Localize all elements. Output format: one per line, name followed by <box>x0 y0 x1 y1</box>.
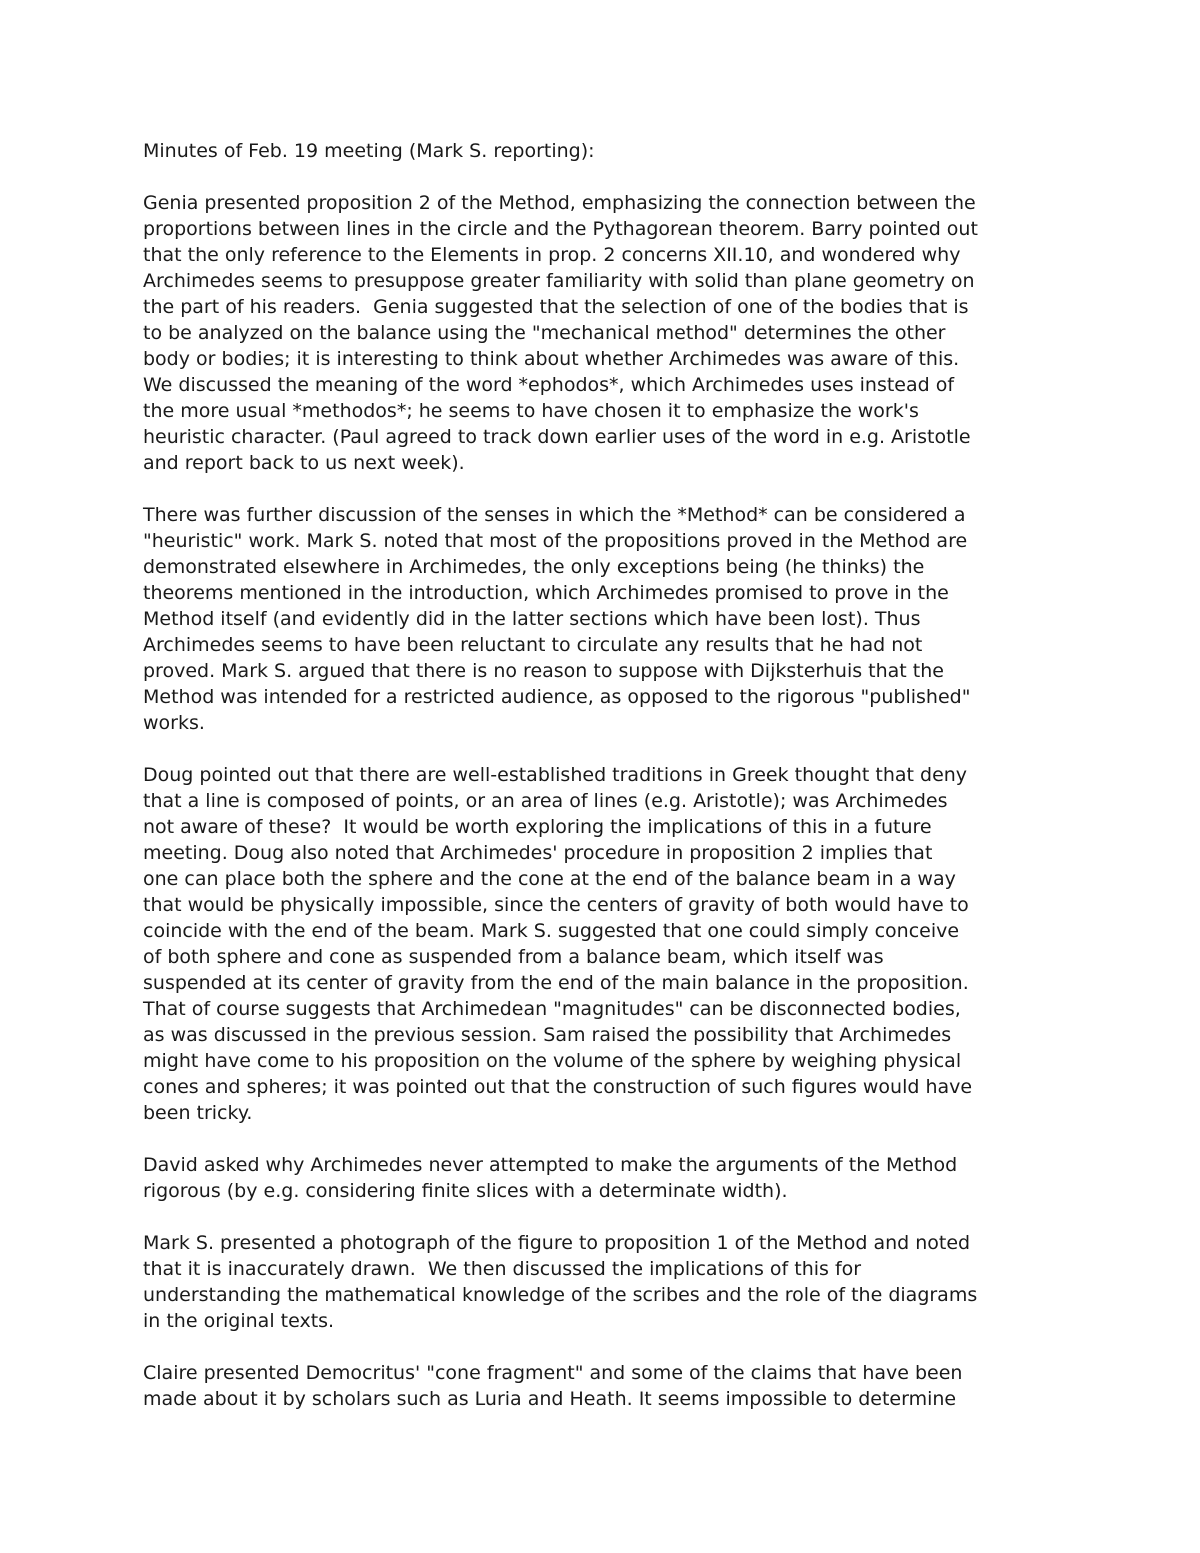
text-line: of both sphere and cone as suspended from a balance beam, which itself was <box>143 946 884 968</box>
document-title: Minutes of Feb. 19 meeting (Mark S. reporting): <box>143 140 595 162</box>
text-line: the part of his readers. Genia suggested that the selection of one of the bodies that is <box>143 296 969 318</box>
text-line: proved. Mark S. argued that there is no reason to suppose with Dijksterhuis that the <box>143 660 944 682</box>
paragraph <box>143 1230 1200 1334</box>
text-line: demonstrated elsewhere in Archimedes, the only exceptions being (he thinks) the <box>143 556 925 578</box>
text-line: theorems mentioned in the introduction, which Archimedes promised to prove in the <box>143 582 949 604</box>
text-line: one can place both the sphere and the cone at the end of the balance beam in a way <box>143 868 956 890</box>
text-line: "heuristic" work. Mark S. noted that most of the propositions proved in the Method are <box>143 530 968 552</box>
text-line: meeting. Doug also noted that Archimedes' procedure in proposition 2 implies that <box>143 842 933 864</box>
paragraph <box>143 1360 1200 1412</box>
document-body <box>143 190 1200 1412</box>
text-line: and report back to us next week). <box>143 452 465 474</box>
text-line: Archimedes seems to have been reluctant to circulate any results that he had not <box>143 634 923 656</box>
text-line: Doug pointed out that there are well-established traditions in Greek thought that deny <box>143 764 968 786</box>
text-line: Archimedes seems to presuppose greater familiarity with solid than plane geometry on <box>143 270 975 292</box>
text-line: in the original texts. <box>143 1310 335 1332</box>
text-line: David asked why Archimedes never attempted to make the arguments of the Method <box>143 1154 958 1176</box>
text-line: Method itself (and evidently did in the latter sections which have been lost). Thus <box>143 608 921 630</box>
text-line: coincide with the end of the beam. Mark S. suggested that one could simply conceive <box>143 920 960 942</box>
text-line: works. <box>143 712 205 734</box>
text-line: suspended at its center of gravity from the end of the main balance in the proposition. <box>143 972 969 994</box>
text-line: That of course suggests that Archimedean "magnitudes" can be disconnected bodies, <box>143 998 961 1020</box>
text-line: been tricky. <box>143 1102 253 1124</box>
text-line: There was further discussion of the senses in which the *Method* can be considered a <box>143 504 966 526</box>
text-line: rigorous (by e.g. considering finite slices with a determinate width). <box>143 1180 788 1202</box>
text-line: body or bodies; it is interesting to think about whether Archimedes was aware of this. <box>143 348 960 370</box>
paragraph <box>143 762 1200 1126</box>
text-line: that it is inaccurately drawn. We then discussed the implications of this for <box>143 1258 862 1280</box>
text-line: that the only reference to the Elements in prop. 2 concerns XII.10, and wondered why <box>143 244 961 266</box>
paragraph <box>143 190 1200 476</box>
text-line: that would be physically impossible, since the centers of gravity of both would have to <box>143 894 969 916</box>
text-line: Claire presented Democritus' "cone fragment" and some of the claims that have been <box>143 1362 963 1384</box>
text-line: not aware of these? It would be worth exploring the implications of this in a future <box>143 816 932 838</box>
text-line: that a line is composed of points, or an area of lines (e.g. Aristotle); was Archimedes <box>143 790 948 812</box>
text-line: Method was intended for a restricted audience, as opposed to the rigorous "published" <box>143 686 971 708</box>
paragraph <box>143 1152 1200 1204</box>
text-line: heuristic character. (Paul agreed to track down earlier uses of the word in e.g. Aristotle <box>143 426 971 448</box>
text-line: We discussed the meaning of the word *ephodos*, which Archimedes uses instead of <box>143 374 955 396</box>
text-line: understanding the mathematical knowledge of the scribes and the role of the diagrams <box>143 1284 978 1306</box>
text-line: to be analyzed on the balance using the "mechanical method" determines the other <box>143 322 946 344</box>
text-line: Genia presented proposition 2 of the Method, emphasizing the connection between the <box>143 192 976 214</box>
text-line: as was discussed in the previous session. Sam raised the possibility that Archimedes <box>143 1024 952 1046</box>
text-line: cones and spheres; it was pointed out that the construction of such figures would have <box>143 1076 973 1098</box>
text-line: might have come to his proposition on the volume of the sphere by weighing physical <box>143 1050 962 1072</box>
text-line: Mark S. presented a photograph of the figure to proposition 1 of the Method and noted <box>143 1232 971 1254</box>
text-line: the more usual *methodos*; he seems to have chosen it to emphasize the work's <box>143 400 919 422</box>
text-line: made about it by scholars such as Luria and Heath. It seems impossible to determine <box>143 1388 957 1410</box>
paragraph <box>143 502 1200 736</box>
text-line: proportions between lines in the circle and the Pythagorean theorem. Barry pointed out <box>143 218 978 240</box>
